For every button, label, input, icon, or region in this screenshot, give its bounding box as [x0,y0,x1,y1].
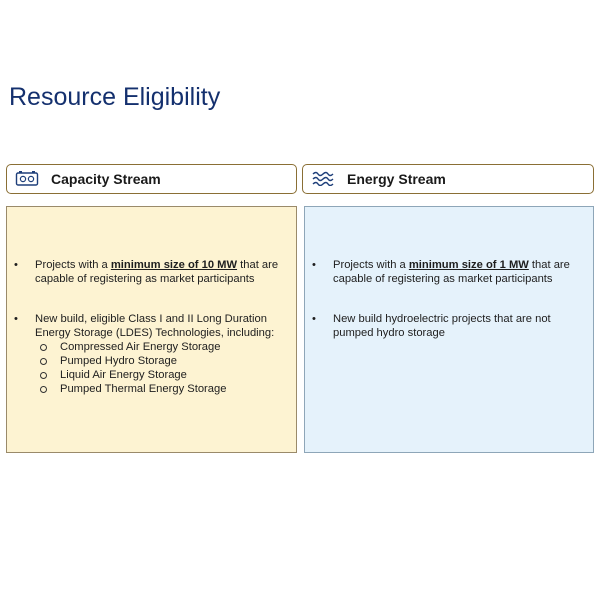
capacity-stream-panel [6,206,297,453]
energy-bullet-min-size-pre: Projects with a [333,259,409,271]
ldes-item [35,368,288,382]
ldes-item-label: Pumped Thermal Energy Storage [60,383,227,395]
capacity-bullet-ldes-text: New build, eligible Class I and II Long Duration Energy Storage (LDES) Technologies, including: [35,313,275,339]
ldes-item-label: Liquid Air Energy Storage [60,369,187,381]
energy-bullet-hydro [305,312,593,340]
circle-bullet-icon [40,372,47,379]
ldes-technology-list [35,340,288,396]
energy-bullet-list [305,258,593,366]
bullet-marker: • [14,313,18,325]
circle-bullet-icon [40,386,47,393]
energy-stream-title: Energy Stream [347,171,446,187]
energy-bullet-min-size [305,258,593,286]
ldes-item-label: Compressed Air Energy Storage [60,341,221,353]
capacity-bullet-list [7,258,296,422]
energy-stream-header [302,164,594,194]
bullet-marker: • [312,313,316,325]
page-title: Resource Eligibility [9,83,221,111]
circle-bullet-icon [40,358,47,365]
energy-bullet-min-size-emphasis: minimum size of 1 MW [408,259,529,271]
ldes-item [35,340,288,354]
ldes-item [35,382,288,396]
energy-bullet-hydro-text: New build hydroelectric projects that are not pumped hydro storage [333,313,551,339]
capacity-stream-header [6,164,297,194]
capacity-bullet-min-size-emphasis: minimum size of 10 MW [110,259,238,271]
battery-icon [15,170,39,189]
ldes-item [35,354,288,368]
capacity-bullet-min-size [7,258,296,286]
capacity-bullet-min-size-post: that are capable of registering as market participants [35,259,279,285]
circle-bullet-icon [40,344,47,351]
capacity-bullet-min-size-pre: Projects with a [35,259,111,271]
capacity-stream-title: Capacity Stream [51,171,161,187]
waves-icon [311,170,335,189]
bullet-marker: • [312,259,316,271]
bullet-marker: • [14,259,18,271]
ldes-item-label: Pumped Hydro Storage [60,355,177,367]
energy-bullet-min-size-post: that are capable of registering as market participants [333,259,570,285]
capacity-bullet-ldes [7,312,296,396]
energy-stream-panel [304,206,594,453]
